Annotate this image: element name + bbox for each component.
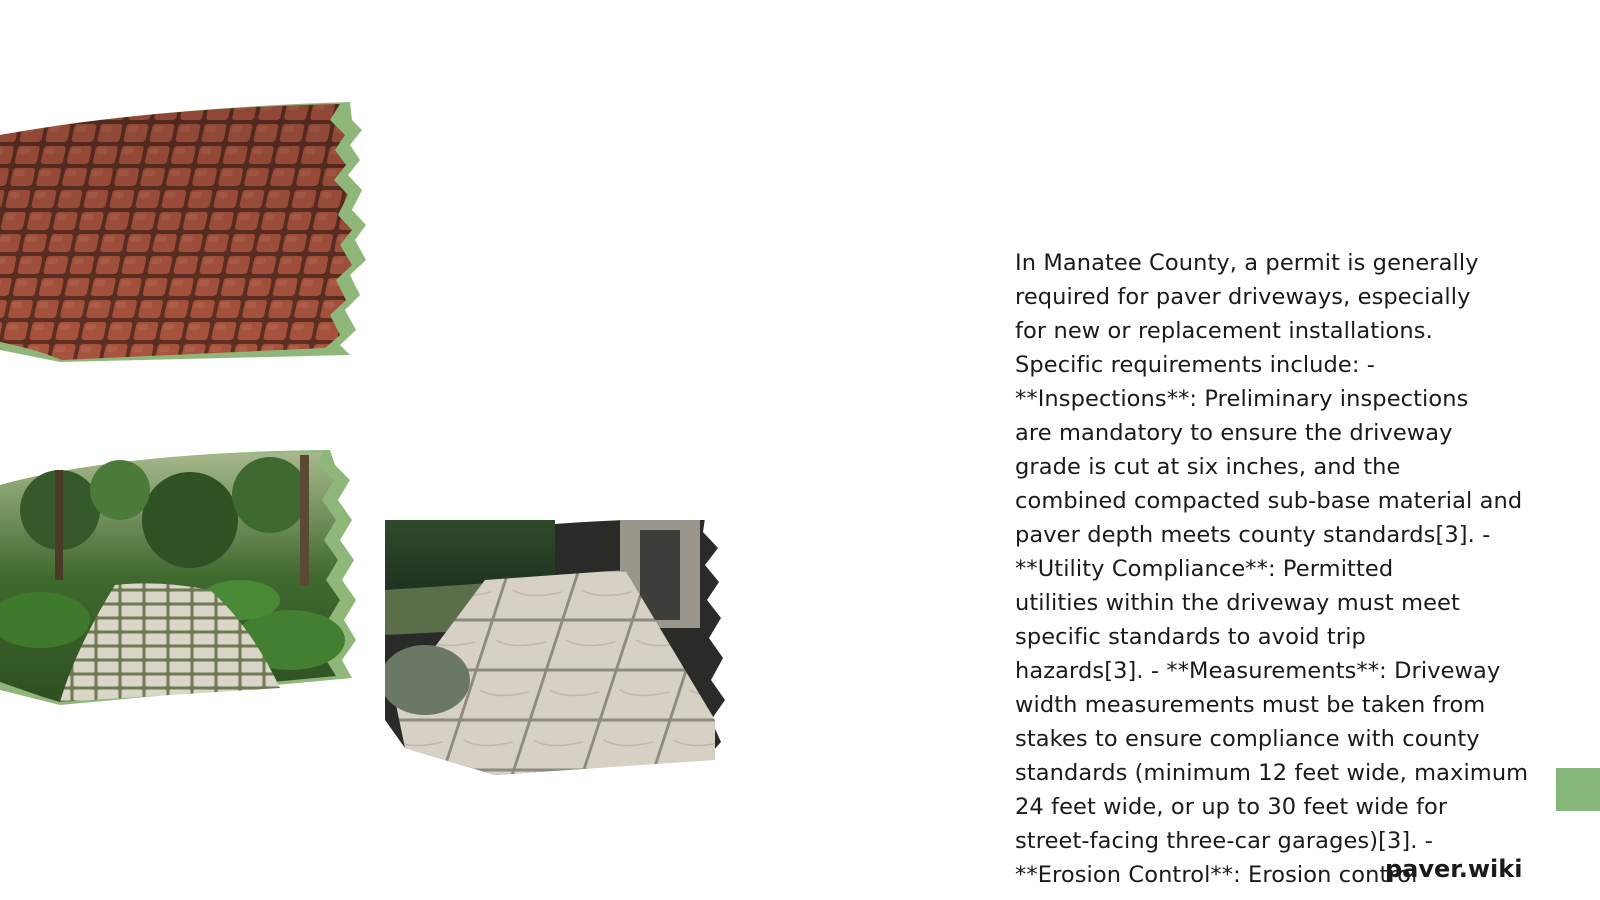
text-line: stakes to ensure compliance with county bbox=[1015, 726, 1480, 752]
text-line: 24 feet wide, or up to 30 feet wide for bbox=[1015, 794, 1448, 820]
text-line: grade is cut at six inches, and the bbox=[1015, 454, 1401, 480]
brick-paver-image bbox=[0, 100, 370, 370]
patio-pavers-image bbox=[385, 520, 745, 790]
permit-requirements-text bbox=[1015, 246, 1575, 900]
brick-paver-photo bbox=[0, 100, 370, 370]
patio-pavers-photo bbox=[385, 520, 745, 790]
garden-path-photo bbox=[0, 450, 365, 715]
text-line: **Inspections**: Preliminary inspections bbox=[1015, 386, 1469, 412]
garden-path-image bbox=[0, 450, 365, 715]
text-line: combined compacted sub-base material and bbox=[1015, 488, 1523, 514]
text-line: required for paver driveways, especially bbox=[1015, 284, 1471, 310]
text-line: specific standards to avoid trip bbox=[1015, 624, 1366, 650]
text-line: In Manatee County, a permit is generally bbox=[1015, 250, 1479, 276]
text-line: street-facing three-car garages)[3]. - bbox=[1015, 828, 1433, 854]
text-line: **Utility Compliance**: Permitted bbox=[1015, 556, 1394, 582]
text-line: standards (minimum 12 feet wide, maximum bbox=[1015, 760, 1529, 786]
text-line: hazards[3]. - **Measurements**: Driveway bbox=[1015, 658, 1501, 684]
text-line: for new or replacement installations. bbox=[1015, 318, 1433, 344]
site-brand: paver.wiki bbox=[1385, 855, 1523, 883]
text-line: utilities within the driveway must meet bbox=[1015, 590, 1460, 616]
text-line: **Erosion Control**: Erosion control bbox=[1015, 862, 1418, 888]
text-line: are mandatory to ensure the driveway bbox=[1015, 420, 1453, 446]
text-line: Specific requirements include: - bbox=[1015, 352, 1376, 378]
text-line: width measurements must be taken from bbox=[1015, 692, 1486, 718]
text-line: paver depth meets county standards[3]. - bbox=[1015, 522, 1491, 548]
accent-tab bbox=[1556, 768, 1600, 811]
